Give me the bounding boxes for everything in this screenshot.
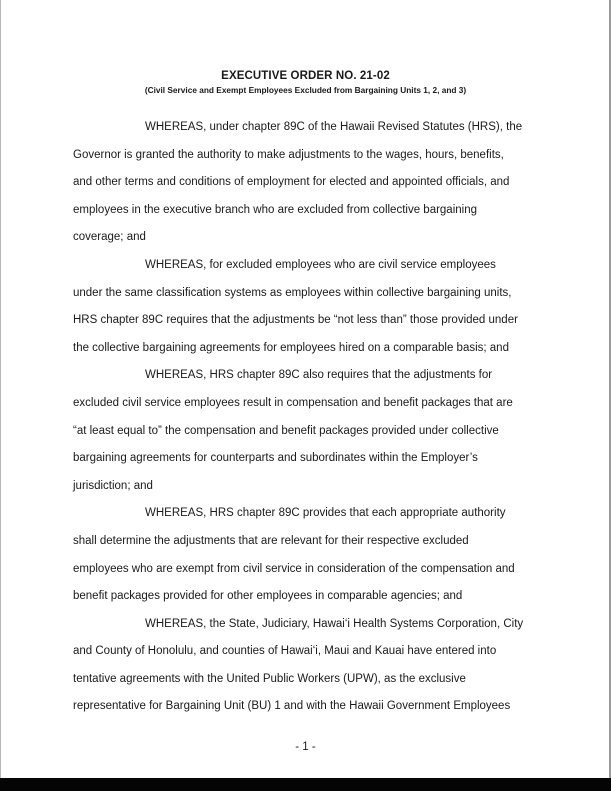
paragraph-line: HRS chapter 89C requires that the adjustments be “not less than” those provided under bbox=[73, 314, 518, 327]
document-title: EXECUTIVE ORDER NO. 21-02 bbox=[221, 70, 390, 82]
paragraph-line: “at least equal to” the compensation and benefit packages provided under collective bbox=[73, 424, 499, 437]
paragraph-line: the collective bargaining agreements for employees hired on a comparable basis; and bbox=[73, 341, 509, 354]
paragraph-line: shall determine the adjustments that are relevant for their respective excluded bbox=[73, 534, 469, 547]
paragraph-line: WHEREAS, under chapter 89C of the Hawaii Revised Statutes (HRS), the bbox=[145, 121, 523, 133]
paragraph-line: employees in the executive branch who are excluded from collective bargaining bbox=[73, 203, 478, 216]
paragraph-line: under the same classification systems as employees within collective bargaining units, bbox=[73, 286, 512, 299]
paragraph-line: WHEREAS, HRS chapter 89C provides that each appropriate authority bbox=[145, 507, 506, 520]
paragraph-line: representative for Bargaining Unit (BU) 1 and with the Hawaii Government Employees bbox=[73, 700, 511, 713]
document-subtitle: (Civil Service and Exempt Employees Excluded from Bargaining Units 1, 2, and 3) bbox=[144, 85, 467, 95]
paragraph-line: and County of Honolulu, and counties of Hawai‘i, Maui and Kauai have entered into bbox=[73, 645, 497, 658]
paragraph-line: WHEREAS, for excluded employees who are civil service employees bbox=[145, 258, 496, 271]
paragraph-line: bargaining agreements for counterparts and subordinates within the Employer’s bbox=[73, 452, 478, 465]
paragraph-line: jurisdiction; and bbox=[73, 479, 153, 492]
page-number: - 1 - bbox=[295, 741, 316, 753]
bottom-frame-bar bbox=[0, 778, 611, 791]
document-body bbox=[73, 114, 548, 721]
paragraph-line: benefit packages provided for other employees in comparable agencies; and bbox=[73, 590, 463, 603]
paragraph-line: WHEREAS, the State, Judiciary, Hawai‘i Health Systems Corporation, City bbox=[145, 617, 524, 630]
paragraph-line: coverage; and bbox=[73, 231, 146, 244]
paragraph-line: WHEREAS, HRS chapter 89C also requires that the adjustments for bbox=[145, 369, 493, 382]
paragraph-line: Governor is granted the authority to make adjustments to the wages, hours, benefits, bbox=[73, 148, 504, 161]
paragraph-line: employees who are exempt from civil service in consideration of the compensation and bbox=[73, 562, 515, 575]
paragraph-line: tentative agreements with the United Public Workers (UPW), as the exclusive bbox=[73, 672, 466, 685]
paragraph-line: excluded civil service employees result in compensation and benefit packages that are bbox=[73, 396, 513, 409]
page-edge-left bbox=[0, 0, 1, 778]
paragraph-line: and other terms and conditions of employment for elected and appointed officials, and bbox=[73, 176, 510, 189]
